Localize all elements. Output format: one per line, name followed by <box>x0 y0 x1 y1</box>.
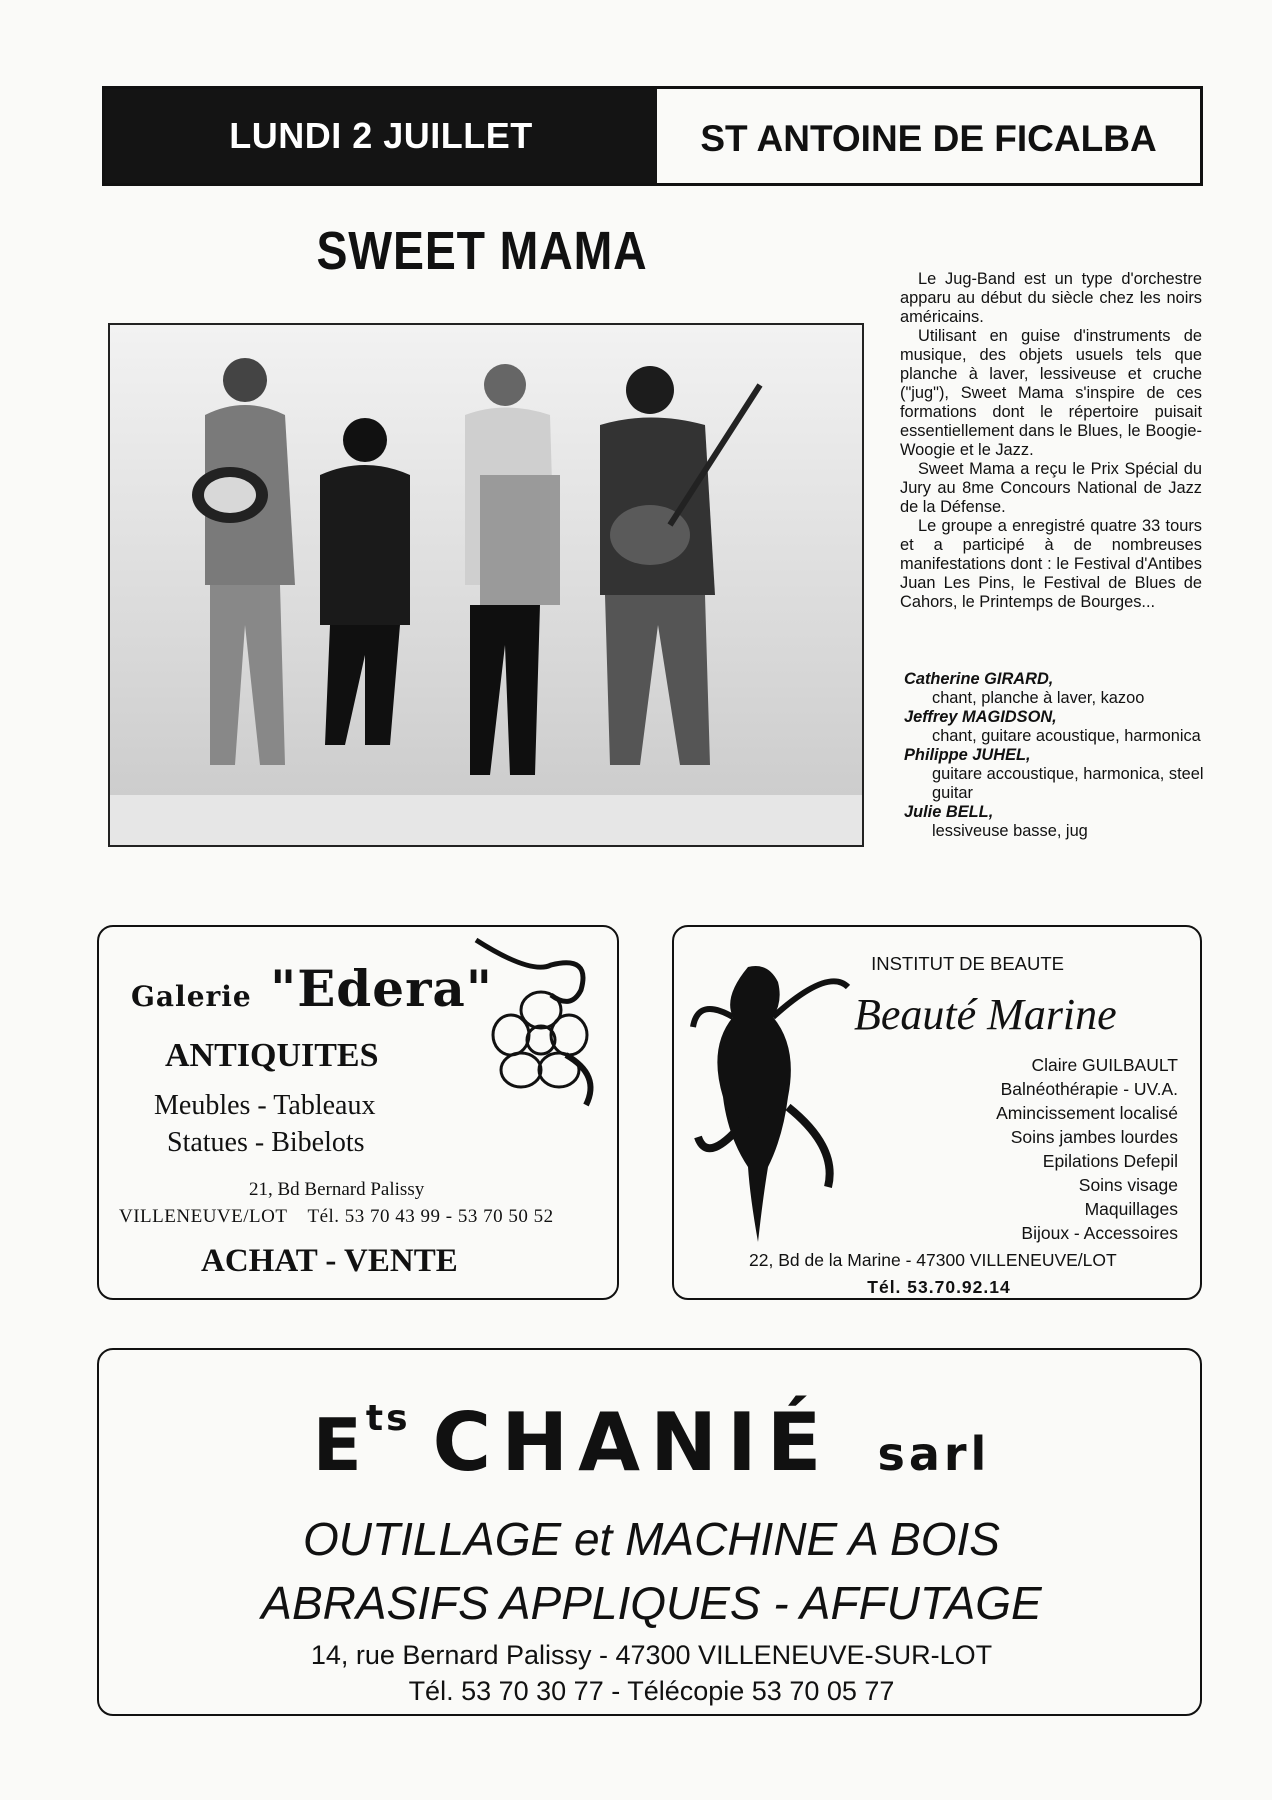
band-photo <box>108 323 864 847</box>
member-name: Philippe JUHEL, <box>904 746 1031 764</box>
edera-title-prefix: Galerie <box>131 980 252 1013</box>
edera-city-phones <box>119 1206 554 1228</box>
band-paragraph: Utilisant en guise d'instruments de musique, des objets usuels tels que planche à laver, lessiveuse et cruche ("jug"), Sweet Mama s'inspire de ces formations dont le répertoire puisait essentiellement dans le Blues, le Boogie-Woogie et le Jazz. <box>900 327 1202 459</box>
chanie-suffix: sarl <box>877 1427 991 1481</box>
member-role: chant, guitare acoustique, harmonica <box>932 727 1201 745</box>
beaute-institute: INSTITUT DE BEAUTE <box>871 953 1064 974</box>
chanie-title <box>99 1396 1204 1489</box>
beaute-service: Soins visage <box>1078 1175 1178 1195</box>
ad-galerie-edera <box>97 925 619 1300</box>
edera-line: Statues - Bibelots <box>167 1127 365 1158</box>
member-name: Julie BELL, <box>904 803 994 821</box>
beaute-service: Balnéothérapie - UV.A. <box>1000 1079 1178 1099</box>
chanie-phones: Tél. 53 70 30 77 - Télécopie 53 70 05 77 <box>408 1676 895 1706</box>
beaute-address: 22, Bd de la Marine - 47300 VILLENEUVE/LOT <box>749 1250 1117 1270</box>
event-place: ST ANTOINE DE FICALBA <box>700 118 1157 159</box>
beaute-service: Soins jambes lourdes <box>1010 1127 1178 1147</box>
member-role: lessiveuse basse, jug <box>932 822 1088 840</box>
edera-title <box>131 959 493 1018</box>
chanie-address: 14, rue Bernard Palissy - 47300 VILLENEUVE-SUR-LOT <box>310 1640 993 1670</box>
beaute-name: Beauté Marine <box>854 990 1117 1039</box>
chanie-ets-e: E <box>312 1403 366 1487</box>
chanie-ets-sup: ts <box>365 1398 411 1439</box>
edera-phones: Tél. 53 70 43 99 - 53 70 50 52 <box>307 1206 554 1227</box>
band-description <box>900 270 1202 612</box>
member-name: Catherine GIRARD, <box>904 670 1054 688</box>
chanie-ets <box>312 1398 411 1487</box>
edera-city: VILLENEUVE/LOT <box>119 1206 288 1227</box>
chanie-line: OUTILLAGE et MACHINE A BOIS <box>303 1513 1000 1565</box>
chanie-name: CHANIÉ <box>432 1396 832 1489</box>
edera-line: Meubles - Tableaux <box>154 1090 376 1121</box>
edera-category: ANTIQUITES <box>165 1037 379 1074</box>
edera-title-name: "Edera" <box>270 959 493 1018</box>
flower-icon <box>471 935 611 1110</box>
band-title: SWEET MAMA <box>316 221 648 281</box>
band-paragraph: Le groupe a enregistré quatre 33 tours et a participé à de nombreuses manifestations dont : le Festival d'Antibes Juan Les Pins, le Festival de Blues de Cahors, le Printemps de Bourges... <box>900 517 1202 611</box>
member-name: Jeffrey MAGIDSON, <box>904 708 1057 726</box>
dancer-icon <box>688 957 858 1247</box>
beaute-service: Claire GUILBAULT <box>1031 1055 1178 1075</box>
chanie-line: ABRASIFS APPLIQUES - AFFUTAGE <box>261 1577 1042 1629</box>
beaute-service: Bijoux - Accessoires <box>1021 1223 1178 1243</box>
band-paragraph: Sweet Mama a reçu le Prix Spécial du Jury au 8me Concours National de Jazz de la Défense. <box>900 460 1202 516</box>
beaute-phone: Tél. 53.70.92.14 <box>867 1277 1011 1297</box>
edera-address: 21, Bd Bernard Palissy <box>249 1179 425 1200</box>
date-box <box>105 89 657 183</box>
band-photo-image <box>110 325 862 845</box>
ad-ets-chanie <box>97 1348 1202 1716</box>
band-paragraph: Le Jug-Band est un type d'orchestre apparu au début du siècle chez les noirs américains. <box>900 270 1202 326</box>
beaute-service: Amincissement localisé <box>996 1103 1178 1123</box>
edera-tagline: ACHAT - VENTE <box>201 1243 458 1279</box>
member-role: guitare accoustique, harmonica, steel guitar <box>932 765 1204 802</box>
page-header <box>102 86 1203 186</box>
beaute-service: Maquillages <box>1084 1199 1178 1219</box>
member-role: chant, planche à laver, kazoo <box>932 689 1145 707</box>
beaute-service: Epilations Defepil <box>1042 1151 1178 1171</box>
ad-beaute-marine <box>672 925 1202 1300</box>
event-date: LUNDI 2 JUILLET <box>229 115 533 156</box>
band-members <box>904 670 1204 841</box>
